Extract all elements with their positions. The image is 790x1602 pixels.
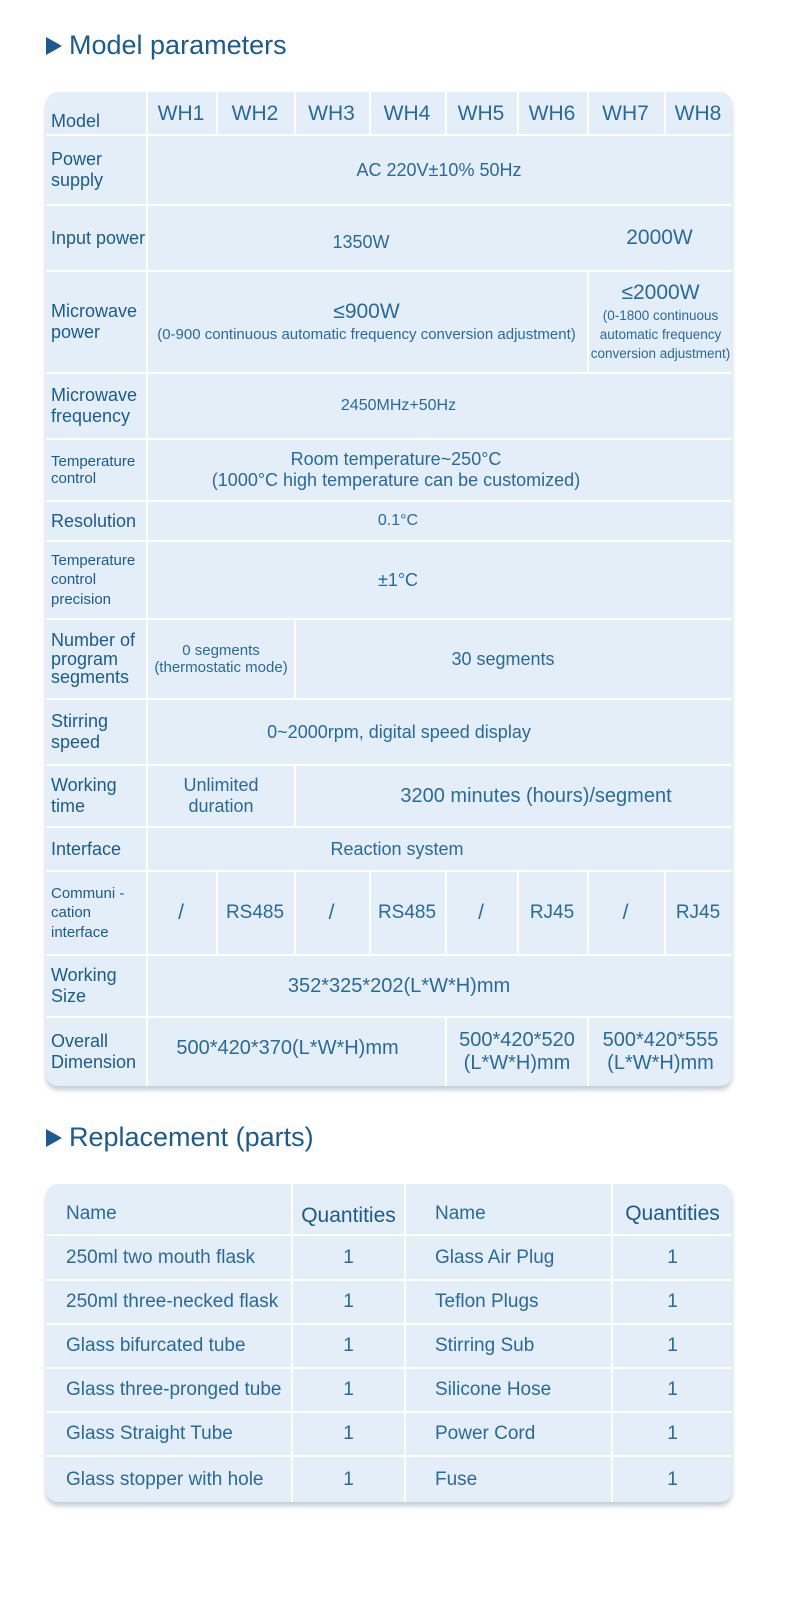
overall-dimension-value-a: 500*420*370(L*W*H)mm (176, 1036, 399, 1059)
parts-row-6-qty-a: 1 (343, 1468, 354, 1490)
model-label: Model (51, 110, 101, 131)
parts-row-1-name-a: 250ml two mouth flask (66, 1246, 256, 1268)
microwave-power-value-b (589, 272, 732, 372)
microwave-power-a-note: (0-900 continuous automatic frequency conversion adjustment) (157, 326, 576, 344)
working-time-value-a: Unlimited duration (183, 775, 259, 816)
parts-row-1-qty-a: 1 (343, 1246, 354, 1268)
program-segments-value-a: 0 segments (thermostatic mode) (154, 641, 288, 676)
working-time-label: Working time (51, 775, 117, 816)
program-segments-label: Number of program segments (51, 629, 136, 688)
parts-row-2-qty-b: 1 (667, 1291, 678, 1313)
parts-row-1-name-b: Glass Air Plug (435, 1246, 555, 1268)
parts-row-2-name-b: Teflon Plugs (435, 1291, 539, 1313)
communication-label: Communi -cation interface (51, 884, 125, 941)
comm-wh5: / (478, 900, 484, 924)
model-wh7: WH7 (602, 101, 649, 125)
parts-header-qty-b: Quantities (625, 1201, 720, 1225)
comm-wh7: / (622, 900, 629, 924)
triangle-bullet-icon (46, 1129, 62, 1147)
model-wh4: WH4 (383, 101, 431, 125)
overall-dimension-label: Overall Dimension (51, 1031, 137, 1072)
temperature-control-line1: Room temperature~250°C (290, 449, 502, 470)
comm-wh8: RJ45 (675, 902, 721, 924)
microwave-power-b-main: ≤2000W (621, 280, 700, 304)
power-supply-label: Power supply (51, 149, 104, 190)
model-parameters-title-text: Model parameters (69, 30, 287, 60)
parts-header-qty-a: Quantities (301, 1203, 396, 1227)
program-segments-value-b: 30 segments (451, 648, 555, 669)
power-supply-value: AC 220V±10% 50Hz (356, 159, 522, 180)
model-wh3: WH3 (308, 101, 355, 125)
parts-row-4-qty-a: 1 (343, 1379, 354, 1401)
model-parameters-table (46, 92, 732, 1086)
temp-precision-label: Temperature control precision (51, 551, 136, 608)
working-time-value-b: 3200 minutes (hours)/segment (400, 784, 672, 807)
interface-value: Reaction system (330, 838, 464, 859)
comm-wh4: RS485 (377, 902, 437, 924)
parts-row-5-name-b: Power Cord (435, 1423, 536, 1445)
stirring-speed-value: 0~2000rpm, digital speed display (267, 721, 531, 742)
input-power-label: Input power (51, 227, 146, 248)
stirring-speed-label: Stirring speed (51, 711, 109, 752)
resolution-label: Resolution (51, 510, 137, 531)
parts-row-3-qty-b: 1 (667, 1335, 678, 1357)
microwave-power-a-main: ≤900W (333, 300, 400, 324)
working-size-label: Working Size (51, 965, 117, 1006)
parts-row-2-qty-a: 1 (343, 1291, 354, 1313)
parts-header-name-b: Name (435, 1203, 486, 1225)
parts-row-5-qty-b: 1 (667, 1423, 678, 1445)
parts-row-5-qty-a: 1 (343, 1423, 354, 1445)
input-power-value-a: 1350W (332, 231, 390, 252)
replacement-parts-title-text: Replacement (parts) (69, 1122, 314, 1152)
model-wh2: WH2 (231, 101, 279, 125)
model-parameters-title (46, 30, 287, 61)
comm-wh3: / (328, 900, 335, 924)
parts-row-6-name-a: Glass stopper with hole (66, 1468, 264, 1490)
microwave-frequency-label: Microwave frequency (51, 385, 138, 426)
temperature-control-line2: (1000°C high temperature can be customized) (211, 470, 581, 490)
parts-row-3-name-a: Glass bifurcated tube (66, 1335, 246, 1357)
temperature-control-value (146, 440, 646, 500)
model-wh6: WH6 (528, 101, 576, 125)
parts-row-2-name-a: 250ml three-necked flask (66, 1291, 279, 1313)
microwave-power-label: Microwave power (51, 301, 138, 342)
temp-precision-value: ±1°C (377, 569, 419, 590)
working-size-value: 352*325*202(L*W*H)mm (287, 974, 511, 997)
parts-header-name-a: Name (66, 1203, 117, 1225)
parts-row-3-name-b: Stirring Sub (435, 1335, 535, 1357)
microwave-power-value-a (146, 272, 587, 372)
parts-row-3-qty-a: 1 (343, 1335, 354, 1357)
model-wh8: WH8 (674, 101, 722, 125)
parts-row-4-name-a: Glass three-pronged tube (66, 1379, 282, 1401)
comm-wh1: / (178, 900, 184, 924)
parts-row-1-qty-b: 1 (667, 1246, 678, 1268)
overall-dimension-value-c: 500*420*555 (L*W*H)mm (602, 1029, 719, 1074)
replacement-parts-table (46, 1184, 732, 1502)
replacement-parts-title (46, 1122, 314, 1153)
comm-wh2: RS485 (225, 902, 285, 924)
comm-wh6: RJ45 (529, 902, 575, 924)
triangle-bullet-icon (46, 37, 62, 55)
model-wh1: WH1 (157, 101, 205, 125)
overall-dimension-value-b: 500*420*520 (L*W*H)mm (459, 1029, 575, 1074)
interface-label: Interface (51, 838, 122, 859)
parts-row-6-qty-b: 1 (667, 1468, 678, 1490)
model-wh5: WH5 (457, 101, 505, 125)
parts-row-4-qty-b: 1 (667, 1379, 678, 1401)
parts-row-6-name-b: Fuse (435, 1468, 478, 1490)
microwave-frequency-value: 2450MHz+50Hz (340, 396, 457, 414)
temperature-control-label: Temperature control (51, 452, 136, 487)
parts-row-5-name-a: Glass Straight Tube (66, 1423, 233, 1445)
microwave-power-b-note: (0-1800 continuous automatic frequency conversion adjustment) (590, 307, 731, 361)
resolution-value: 0.1°C (377, 511, 419, 529)
input-power-value-b: 2000W (626, 225, 693, 249)
parts-row-4-name-b: Silicone Hose (435, 1379, 552, 1401)
